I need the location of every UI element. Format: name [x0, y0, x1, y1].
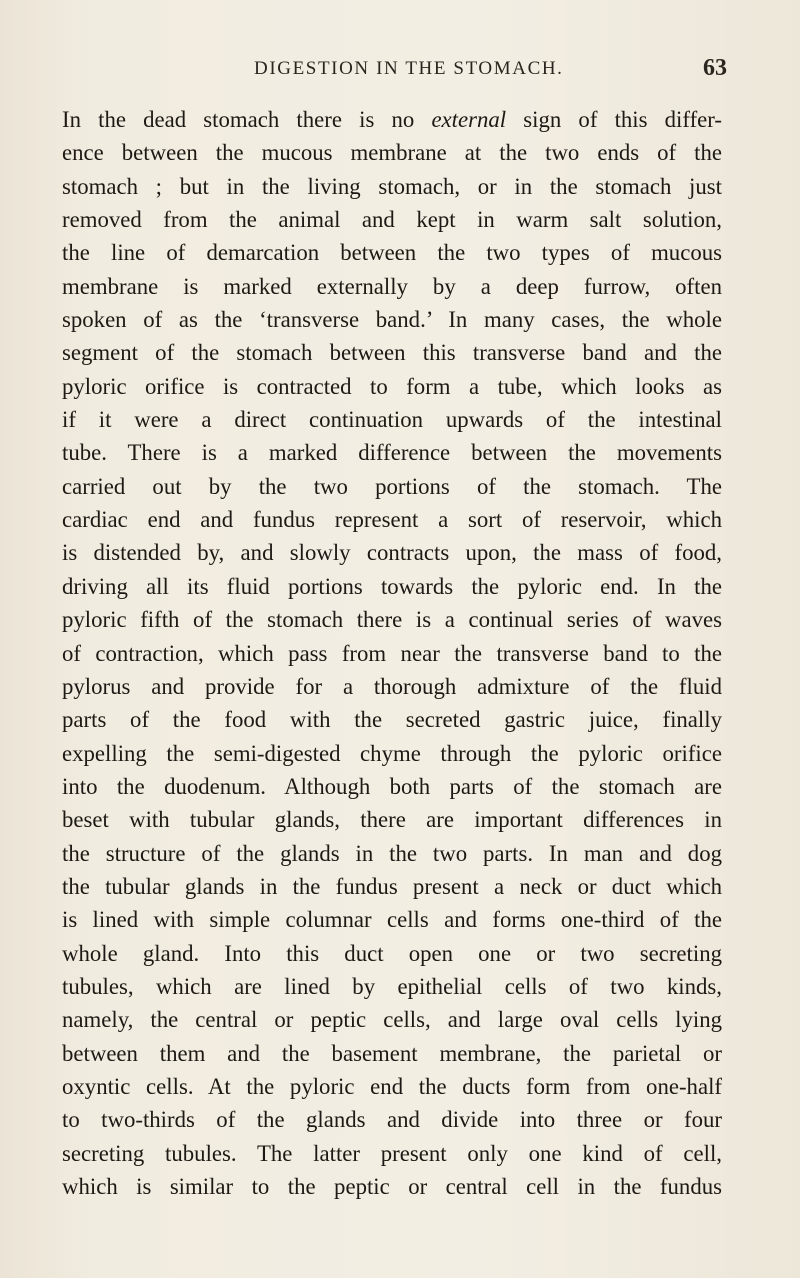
- text-line: to two-thirds of the glands and divide into three or four: [62, 1107, 722, 1133]
- text-line: of contraction, which pass from near the transverse band to the: [62, 640, 722, 666]
- running-head: [0, 56, 800, 86]
- text-segment: sign of this differ-: [506, 107, 722, 132]
- text-line: [62, 103, 722, 136]
- text-line: the tubular glands in the fundus present a neck or duct which: [62, 873, 722, 899]
- text-line: secreting tubules. The latter present only one kind of cell,: [62, 1140, 722, 1166]
- text-line: pylorus and provide for a thorough admixture of the fluid: [62, 673, 722, 699]
- text-line: tubules, which are lined by epithelial cells of two kinds,: [62, 973, 722, 999]
- text-line: removed from the animal and kept in warm salt solution,: [62, 207, 722, 233]
- text-line: is lined with simple columnar cells and forms one-third of the: [62, 907, 722, 933]
- text-line: into the duodenum. Although both parts of the stomach are: [62, 773, 722, 799]
- text-line: beset with tubular glands, there are important differences in: [62, 807, 722, 833]
- text-line: cardiac end and fundus represent a sort of reservoir, which: [62, 507, 722, 533]
- text-line: parts of the food with the secreted gastric juice, finally: [62, 707, 722, 733]
- text-line: driving all its fluid portions towards the pyloric end. In the: [62, 573, 722, 599]
- text-line: expelling the semi-digested chyme through the pyloric orifice: [62, 740, 722, 766]
- text-line: between them and the basement membrane, the parietal or: [62, 1040, 722, 1066]
- text-line: pyloric orifice is contracted to form a tube, which looks as: [62, 373, 722, 399]
- running-title: DIGESTION IN THE STOMACH.: [254, 58, 564, 79]
- text-line: oxyntic cells. At the pyloric end the ducts form from one-half: [62, 1073, 722, 1099]
- text-line: is distended by, and slowly contracts upon, the mass of food,: [62, 540, 722, 566]
- text-line: tube. There is a marked difference between the movements: [62, 440, 722, 466]
- text-line: ence between the mucous membrane at the two ends of the: [62, 140, 722, 166]
- text-line: whole gland. Into this duct open one or two secreting: [62, 940, 722, 966]
- text-line: segment of the stomach between this transverse band and the: [62, 340, 722, 366]
- page-number: 63: [703, 55, 727, 81]
- italic-emphasis: external: [431, 107, 507, 132]
- text-line: which is similar to the peptic or central cell in the fundus: [62, 1174, 722, 1199]
- text-line: pyloric fifth of the stomach there is a continual series of waves: [62, 607, 722, 633]
- text-line: the line of demarcation between the two types of mucous: [62, 240, 722, 266]
- text-line: if it were a direct continuation upwards of the intestinal: [62, 407, 722, 433]
- text-line: namely, the central or peptic cells, and large oval cells lying: [62, 1007, 722, 1033]
- text-segment: In the dead stomach there is no: [62, 107, 432, 132]
- text-line: spoken of as the ‘transverse band.’ In many cases, the whole: [62, 307, 722, 333]
- text-line: carried out by the two portions of the stomach. The: [62, 473, 722, 499]
- text-line: the structure of the glands in the two parts. In man and dog: [62, 840, 722, 866]
- text-line: membrane is marked externally by a deep furrow, often: [62, 273, 722, 299]
- body-paragraph: [62, 103, 722, 1203]
- text-line: stomach ; but in the living stomach, or in the stomach just: [62, 173, 722, 199]
